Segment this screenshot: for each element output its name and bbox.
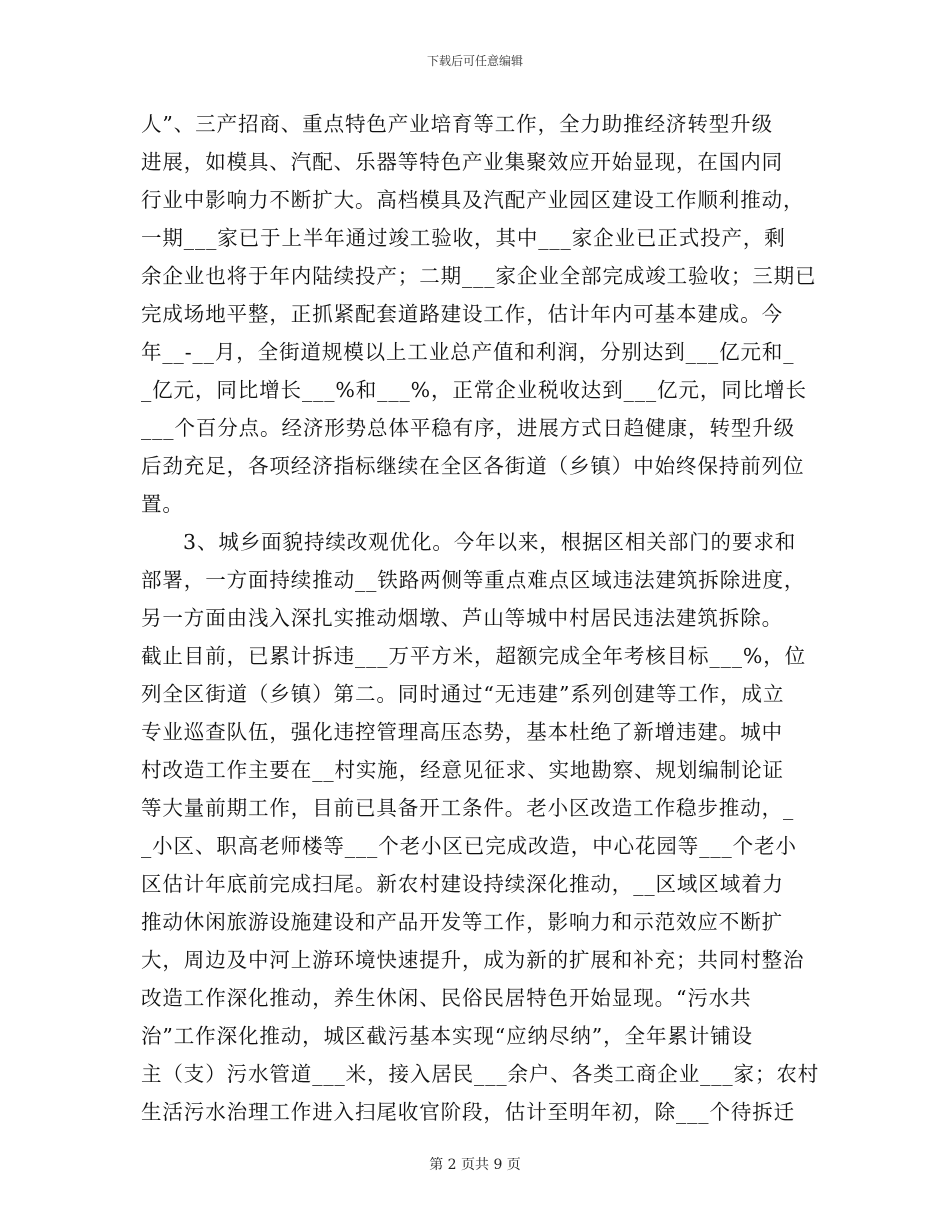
text-line: 年__-__月，全街道规模以上工业总产值和利润，分别达到___亿元和_: [141, 340, 795, 364]
text-line: ___个百分点。经济形势总体平稳有序，进展方式日趋健康，转型升级: [141, 416, 796, 440]
text-line: 截止目前，已累计拆违___万平方米，超额完成全年考核目标___%，位: [141, 644, 807, 668]
text-line: 主（支）污水管道___米，接入居民___余户、各类工商企业___家；农村: [141, 1062, 820, 1086]
text-line: _亿元，同比增长___%和___%，正常企业税收达到___亿元，同比增长: [141, 378, 807, 402]
text-line: 等大量前期工作，目前已具备开工条件。老小区改造工作稳步推动，_: [141, 796, 795, 820]
text-line: 治”工作深化推动，城区截污基本实现“应纳尽纳”，全年累计铺设: [141, 1024, 753, 1048]
page-header: 下载后可任意编辑: [426, 54, 523, 68]
text-line: 部署，一方面持续推动__铁路两侧等重点难点区域违法建筑拆除进度，: [141, 568, 806, 592]
text-line: 余企业也将于年内陆续投产；二期___家企业全部完成竣工验收；三期已: [141, 264, 817, 288]
text-line: 专业巡查队伍，强化违控管理高压态势，基本杜绝了新增违建。城中: [141, 720, 783, 744]
text-line: 一期___家已于上半年通过竣工验收，其中___家企业已正式投产，剩: [141, 226, 786, 250]
text-line: 进展，如模具、汽配、乐器等特色产业集聚效应开始显现，在国内同: [141, 150, 783, 174]
text-line: 大，周边及中河上游环境快速提升，成为新的扩展和补充；共同村整治: [141, 948, 805, 972]
text-line: _小区、职高老师楼等___个老小区已完成改造，中心花园等___个老小: [141, 834, 797, 858]
page-footer: 第 2 页共 9 页: [429, 1157, 521, 1173]
paragraph-start-line: 3、城乡面貌持续改观优化。今年以来，根据区相关部门的要求和: [183, 530, 797, 554]
text-line: 区估计年底前完成扫尾。新农村建设持续深化推动，__区域区域着力: [141, 872, 784, 896]
text-line: 人”、三产招商、重点特色产业培育等工作，全力助推经济转型升级: [141, 112, 773, 136]
text-line: 推动休闲旅游设施建设和产品开发等工作，影响力和示范效应不断扩: [141, 910, 783, 934]
text-line: 列全区街道（乡镇）第二。同时通过“无违建”系列创建等工作，成立: [141, 682, 785, 706]
text-line: 村改造工作主要在__村实施，经意见征求、实地勘察、规划编制论证: [141, 758, 784, 782]
text-line: 后劲充足，各项经济指标继续在全区各街道（乡镇）中始终保持前列位: [141, 454, 805, 478]
document-body: [141, 105, 820, 1131]
text-line: 置。: [141, 492, 184, 516]
text-line: 另一方面由浅入深扎实推动烟墩、芦山等城中村居民违法建筑拆除。: [141, 606, 783, 630]
text-line: 改造工作深化推动，养生休闲、民俗民居特色开始显现。“污水共: [141, 986, 752, 1010]
text-line: 行业中影响力不断扩大。高档模具及汽配产业园区建设工作顺利推动，: [141, 188, 805, 212]
text-line: 完成场地平整，正抓紧配套道路建设工作，估计年内可基本建成。今: [141, 302, 783, 326]
text-line: 生活污水治理工作进入扫尾收官阶段，估计至明年初，除___个待拆迁: [141, 1100, 796, 1124]
